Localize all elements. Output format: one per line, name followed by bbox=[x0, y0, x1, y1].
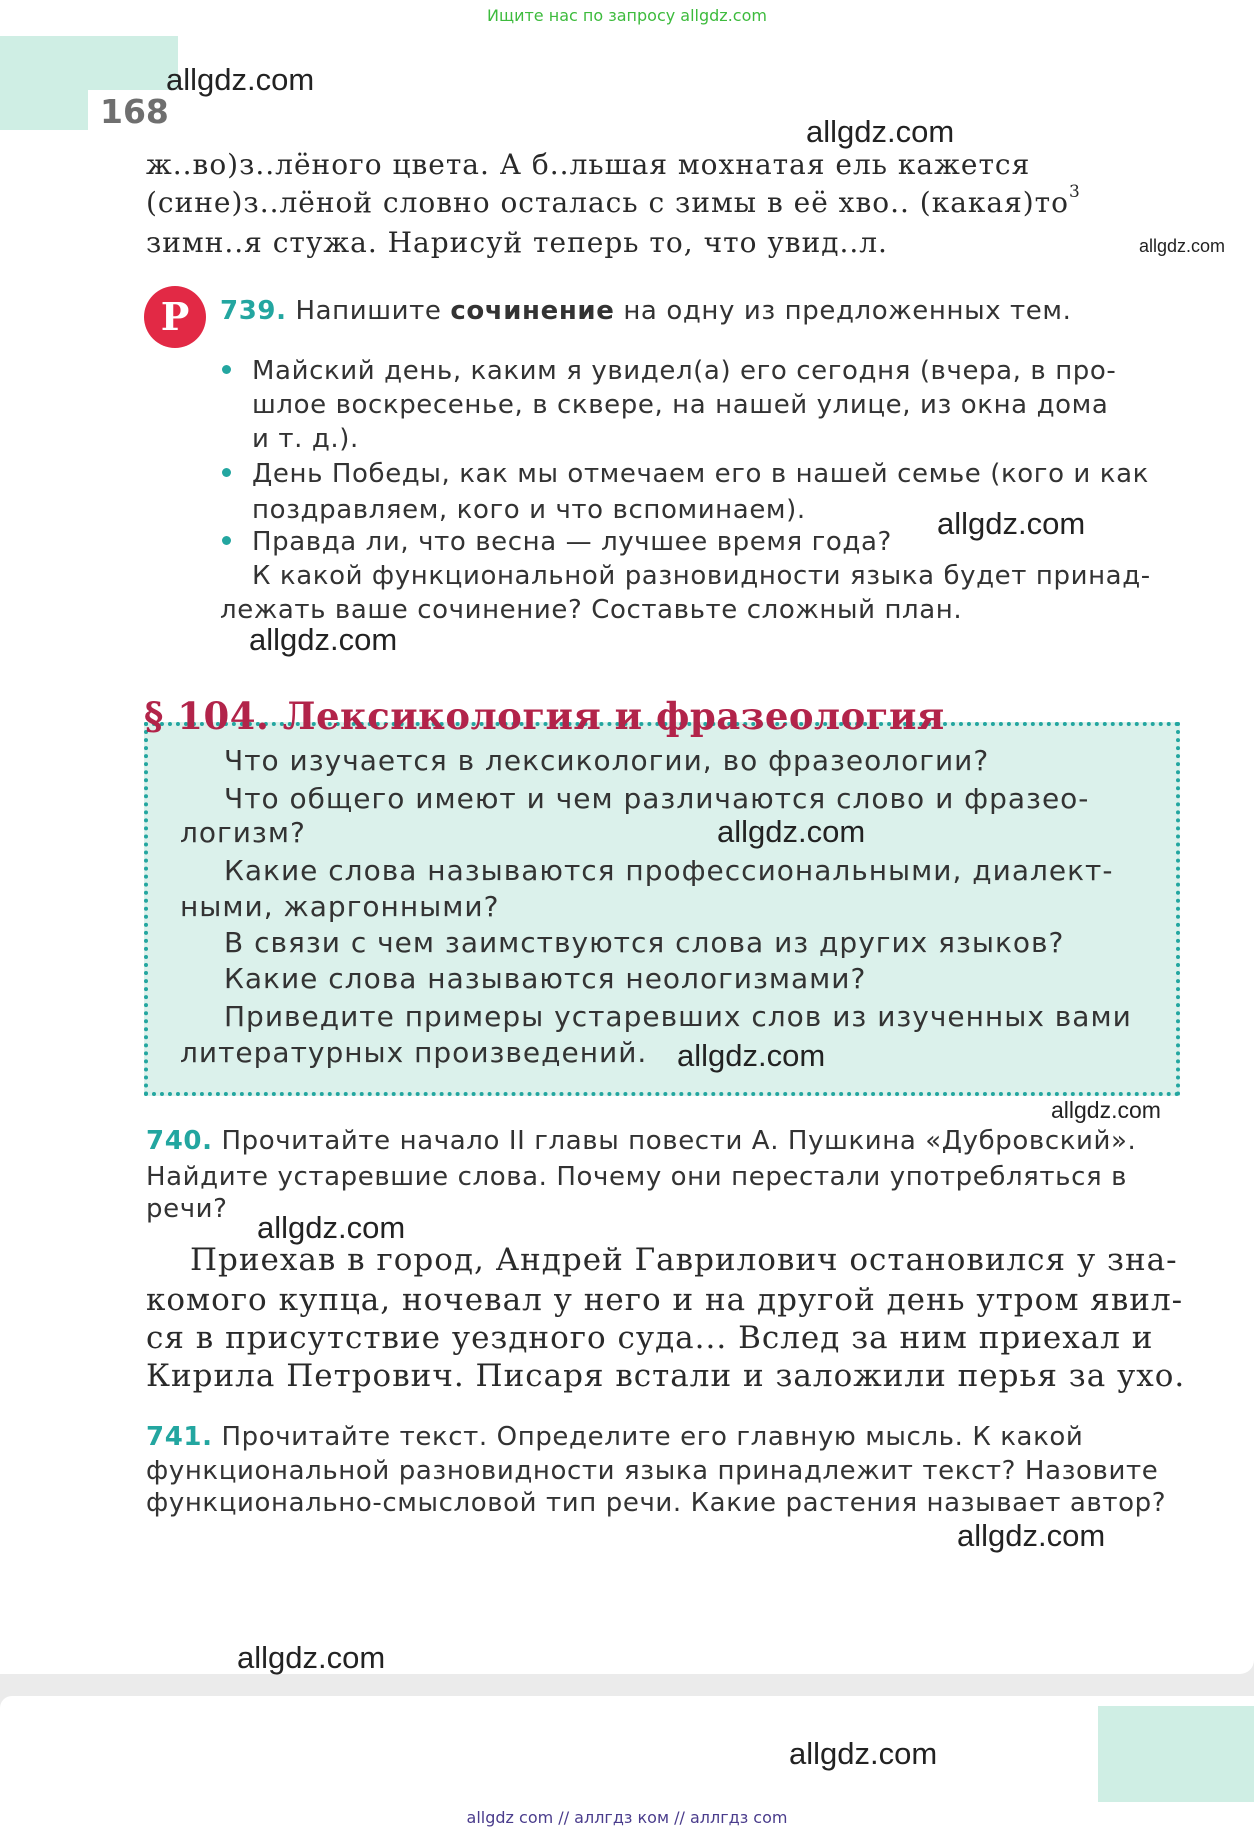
topic-line: и т. д.). bbox=[252, 424, 359, 454]
watermark: allgdz.com bbox=[249, 622, 398, 657]
topic-line: Майский день, каким я увидел(а) его сегодня (вчера, в про- bbox=[252, 356, 1117, 386]
exercise-number: 739. bbox=[220, 296, 287, 326]
context-line: ж..во)з..лёного цвета. А б..льшая мохнатая ель кажется bbox=[146, 148, 1031, 181]
task-question: лежать ваше сочинение? Составьте сложный план. bbox=[220, 595, 963, 625]
page-number: 168 bbox=[100, 92, 169, 131]
section-heading: § 104. Лексикология и фразеология bbox=[144, 694, 945, 738]
watermark: allgdz.com bbox=[677, 1038, 826, 1073]
question-line: Приведите примеры устаревших слов из изученных вами bbox=[224, 1000, 1132, 1033]
bullet-icon bbox=[222, 365, 231, 374]
topic-line: поздравляем, кого и что вспоминаем). bbox=[252, 495, 806, 525]
exercise-739-title: 739. Напишите сочинение на одну из предложенных тем. bbox=[220, 296, 1072, 326]
exercise-741-line: функциональной разновидности языка принадлежит текст? Назовите bbox=[146, 1456, 1159, 1486]
exercise-740-line: 740. Прочитайте начало II главы повести А. Пушкина «Дубровский». bbox=[146, 1126, 1137, 1156]
question-line: Какие слова называются неологизмами? bbox=[224, 962, 867, 995]
task-question: К какой функциональной разновидности языка будет принад- bbox=[252, 561, 1151, 591]
exercise-741-line: 741. Прочитайте текст. Определите его главную мысль. К какой bbox=[146, 1422, 1084, 1452]
exercise-number: 740. bbox=[146, 1126, 213, 1156]
excerpt-line: Приехав в город, Андрей Гаврилович остановился у зна- bbox=[190, 1242, 1178, 1278]
topic-line: шлое воскресенье, в сквере, на нашей улице, из окна дома bbox=[252, 390, 1109, 420]
excerpt-line: комого купца, ночевал у него и на другой день утром явил- bbox=[146, 1282, 1184, 1318]
watermark: allgdz.com bbox=[806, 114, 955, 149]
question-line: Что общего имеют и чем различаются слово и фразео- bbox=[224, 782, 1090, 815]
bullet-icon bbox=[222, 468, 231, 477]
question-line: В связи с чем заимствуются слова из других языков? bbox=[224, 926, 1065, 959]
question-line: логизм? bbox=[180, 816, 306, 849]
corner-decoration bbox=[1098, 1706, 1254, 1802]
topic-line: Правда ли, что весна — лучшее время года? bbox=[252, 527, 892, 557]
context-line: (сине)з..лёной словно осталась с зимы в её хво.. $(какая)то^3$ bbox=[146, 182, 1081, 219]
watermark: allgdz.com bbox=[166, 62, 315, 97]
watermark: allgdz.com bbox=[1051, 1097, 1161, 1123]
footer-links: allgdz com // аллгдз ком // аллгдз com bbox=[466, 1808, 788, 1827]
watermark: allgdz.com bbox=[937, 506, 1086, 541]
bullet-icon bbox=[222, 536, 231, 545]
question-line: Что изучается в лексикологии, во фразеологии? bbox=[224, 744, 990, 777]
watermark: allgdz.com bbox=[717, 814, 866, 849]
question-line: ными, жаргонными? bbox=[180, 890, 500, 923]
watermark: allgdz.com bbox=[257, 1210, 406, 1245]
textbook-page bbox=[0, 34, 1254, 1674]
excerpt-line: Кирила Петрович. Писаря встали и заложили перья за ухо. bbox=[146, 1358, 1186, 1394]
footnote-mark: 3 bbox=[1069, 182, 1081, 202]
watermark: allgdz.com bbox=[789, 1736, 938, 1771]
question-line: Какие слова называются профессиональными, диалект- bbox=[224, 854, 1114, 887]
watermark: allgdz.com bbox=[957, 1518, 1106, 1553]
watermark: allgdz.com bbox=[237, 1640, 386, 1675]
exercise-number: 741. bbox=[146, 1422, 213, 1452]
exercise-740-line: речи? bbox=[146, 1194, 228, 1224]
creative-task-badge: Р bbox=[144, 286, 206, 348]
exercise-741-line: функционально-смысловой тип речи. Какие растения называет автор? bbox=[146, 1488, 1167, 1518]
excerpt-line: ся в присутствие уездного суда... Вслед за ним приехал и bbox=[146, 1320, 1154, 1356]
watermark: allgdz.com bbox=[1139, 236, 1226, 256]
question-line: литературных произведений. bbox=[180, 1036, 648, 1069]
top-banner: Ищите нас по запросу allgdz.com bbox=[0, 0, 1254, 34]
context-line: зимн..я стужа. Нарисуй теперь то, что увид..л. bbox=[146, 226, 888, 259]
exercise-740-line: Найдите устаревшие слова. Почему они перестали употребляться в bbox=[146, 1162, 1128, 1192]
topic-line: День Победы, как мы отмечаем его в нашей семье (кого и как bbox=[252, 459, 1149, 489]
